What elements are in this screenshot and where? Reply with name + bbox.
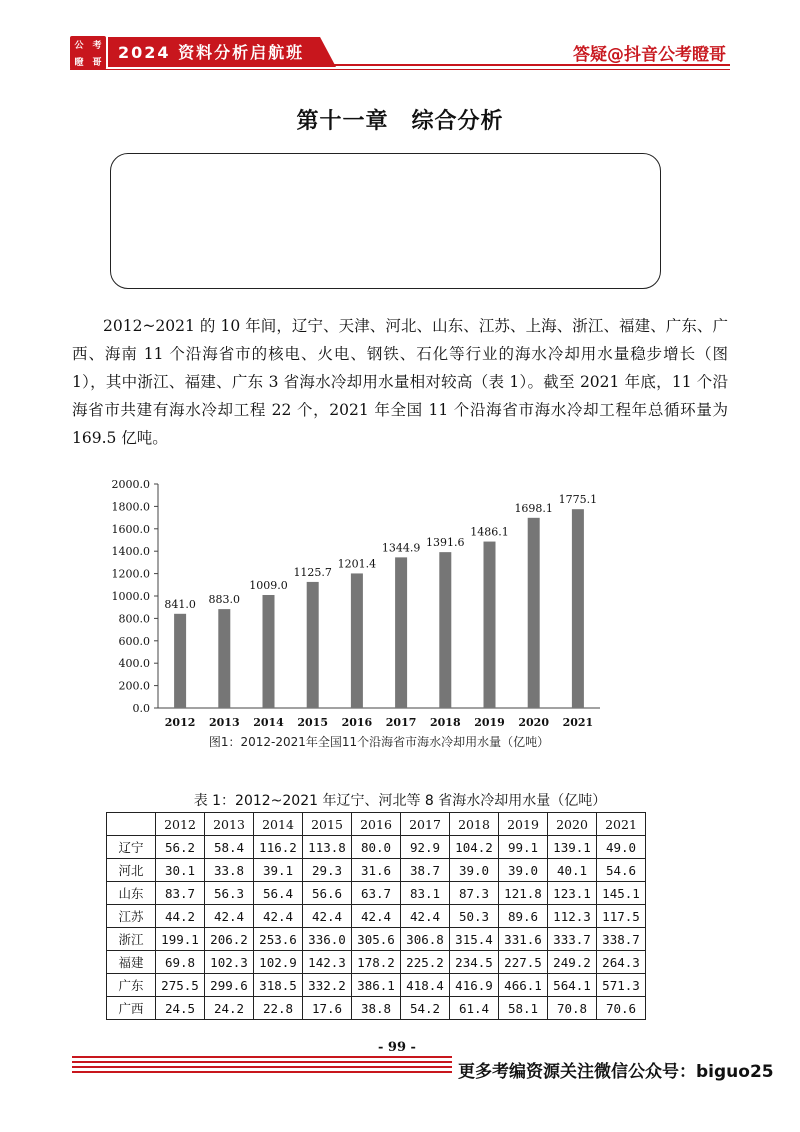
- table-cell: 70.8: [548, 997, 597, 1020]
- course-name: 2024 资料分析启航班: [118, 43, 305, 62]
- page-number: - 99 -: [372, 1040, 422, 1055]
- table-cell: 99.1: [499, 836, 548, 859]
- x-tick-label: 2014: [253, 716, 284, 729]
- table-cell: 83.7: [156, 882, 205, 905]
- table-cell: 199.1: [156, 928, 205, 951]
- table-cell: 70.6: [597, 997, 646, 1020]
- province-name: 山东: [107, 882, 156, 905]
- footer-rules: [72, 1056, 452, 1076]
- table-year-header: 2017: [401, 813, 450, 836]
- province-name: 福建: [107, 951, 156, 974]
- x-tick-label: 2020: [518, 716, 550, 729]
- table-cell: 331.6: [499, 928, 548, 951]
- table-cell: 123.1: [548, 882, 597, 905]
- bar: [307, 582, 319, 708]
- bar: [263, 595, 275, 708]
- table-cell: 42.4: [352, 905, 401, 928]
- table-corner-cell: [107, 813, 156, 836]
- table-cell: 56.3: [205, 882, 254, 905]
- table-year-header: 2012: [156, 813, 205, 836]
- table-cell: 56.6: [303, 882, 352, 905]
- table-cell: 253.6: [254, 928, 303, 951]
- table-header-row: [107, 813, 646, 836]
- x-tick-label: 2015: [297, 716, 329, 729]
- table-cell: 227.5: [499, 951, 548, 974]
- table-cell: 89.6: [499, 905, 548, 928]
- table-cell: 30.1: [156, 859, 205, 882]
- province-name: 河北: [107, 859, 156, 882]
- table-cell: 121.8: [499, 882, 548, 905]
- table-cell: 69.8: [156, 951, 205, 974]
- table-cell: 56.2: [156, 836, 205, 859]
- logo-char: 公: [74, 41, 84, 51]
- table-cell: 571.3: [597, 974, 646, 997]
- y-tick-label: 1800.0: [111, 500, 150, 514]
- table-cell: 139.1: [548, 836, 597, 859]
- bar: [218, 609, 230, 708]
- table-cell: 299.6: [205, 974, 254, 997]
- notes-box: [110, 153, 661, 289]
- logo-char: 瞪: [74, 58, 84, 68]
- table-row: [107, 836, 646, 859]
- table-cell: 40.1: [548, 859, 597, 882]
- footer-text: 更多考编资源关注微信公众号：biguo25: [458, 1062, 774, 1082]
- table-cell: 56.4: [254, 882, 303, 905]
- table-cell: 564.1: [548, 974, 597, 997]
- bar: [174, 614, 186, 708]
- province-name: 广西: [107, 997, 156, 1020]
- y-tick-label: 2000.0: [111, 478, 150, 491]
- table-year-header: 2014: [254, 813, 303, 836]
- chart-caption: 图1：2012-2021年全国11个沿海省市海水冷却用水量（亿吨）: [208, 735, 550, 749]
- table-row: [107, 974, 646, 997]
- table-cell: 42.4: [401, 905, 450, 928]
- table-body: [107, 836, 646, 1020]
- table-year-header: 2019: [499, 813, 548, 836]
- y-tick-label: 200.0: [118, 679, 150, 693]
- table-cell: 22.8: [254, 997, 303, 1020]
- table-row: [107, 997, 646, 1020]
- table-cell: 38.8: [352, 997, 401, 1020]
- y-tick-label: 600.0: [118, 634, 150, 648]
- table-cell: 249.2: [548, 951, 597, 974]
- table-cell: 42.4: [205, 905, 254, 928]
- table-year-header: 2015: [303, 813, 352, 836]
- chapter-title: 第十一章 综合分析: [296, 109, 504, 134]
- y-tick-label: 1600.0: [111, 522, 150, 536]
- table-cell: 58.4: [205, 836, 254, 859]
- header-rule-thin: [70, 69, 730, 70]
- table-row: [107, 859, 646, 882]
- table-cell: 104.2: [450, 836, 499, 859]
- x-tick-label: 2018: [429, 716, 461, 729]
- data-label: 1775.1: [558, 493, 598, 507]
- table-cell: 87.3: [450, 882, 499, 905]
- data-label: 1391.6: [426, 536, 465, 550]
- table-cell: 42.4: [254, 905, 303, 928]
- y-tick-label: 1000.0: [111, 590, 150, 603]
- logo-char: 考: [92, 41, 102, 51]
- table-cell: 80.0: [352, 836, 401, 859]
- table-cell: 336.0: [303, 928, 352, 951]
- x-tick-label: 2021: [562, 716, 594, 729]
- y-tick-label: 0.0: [132, 702, 150, 715]
- table-cell: 49.0: [597, 836, 646, 859]
- province-name: 江苏: [107, 905, 156, 928]
- x-tick-label: 2016: [341, 716, 373, 729]
- table-cell: 39.0: [450, 859, 499, 882]
- table-cell: 116.2: [254, 836, 303, 859]
- table-cell: 38.7: [401, 859, 450, 882]
- data-label: 1698.1: [514, 501, 553, 515]
- table-cell: 54.6: [597, 859, 646, 882]
- table-cell: 418.4: [401, 974, 450, 997]
- table-cell: 305.6: [352, 928, 401, 951]
- data-label: 1125.7: [293, 565, 332, 579]
- table-cell: 33.8: [205, 859, 254, 882]
- bar: [484, 542, 496, 708]
- x-tick-label: 2017: [385, 716, 417, 729]
- table-cell: 264.3: [597, 951, 646, 974]
- table-caption: 表 1：2012~2021 年辽宁、河北等 8 省海水冷却用水量（亿吨）: [193, 793, 607, 809]
- bar-chart: [100, 470, 620, 760]
- table-cell: 50.3: [450, 905, 499, 928]
- data-table: [106, 812, 646, 1020]
- province-name: 辽宁: [107, 836, 156, 859]
- table-cell: 102.3: [205, 951, 254, 974]
- y-tick-label: 400.0: [118, 657, 150, 671]
- bar: [439, 552, 451, 708]
- table-row: [107, 905, 646, 928]
- x-tick-label: 2019: [474, 716, 505, 729]
- table-cell: 338.7: [597, 928, 646, 951]
- table-cell: 275.5: [156, 974, 205, 997]
- data-label: 883.0: [208, 593, 241, 607]
- table-cell: 225.2: [401, 951, 450, 974]
- table-cell: 234.5: [450, 951, 499, 974]
- table-cell: 315.4: [450, 928, 499, 951]
- header-contact: 答疑@抖音公考瞪哥: [573, 45, 726, 65]
- table-cell: 29.3: [303, 859, 352, 882]
- data-label: 1344.9: [381, 541, 421, 555]
- table-cell: 333.7: [548, 928, 597, 951]
- brand-logo: [70, 36, 106, 70]
- table-cell: 39.1: [254, 859, 303, 882]
- table-cell: 24.5: [156, 997, 205, 1020]
- table-cell: 61.4: [450, 997, 499, 1020]
- data-label: 1486.1: [470, 525, 509, 539]
- page-header: [0, 0, 800, 80]
- table-year-header: 2018: [450, 813, 499, 836]
- data-label: 841.0: [164, 597, 196, 611]
- table-cell: 112.3: [548, 905, 597, 928]
- province-name: 广东: [107, 974, 156, 997]
- bar: [351, 573, 363, 708]
- bar: [572, 509, 584, 708]
- table-cell: 386.1: [352, 974, 401, 997]
- table-cell: 54.2: [401, 997, 450, 1020]
- table-cell: 145.1: [597, 882, 646, 905]
- table-year-header: 2013: [205, 813, 254, 836]
- table-cell: 83.1: [401, 882, 450, 905]
- table-cell: 142.3: [303, 951, 352, 974]
- table-cell: 42.4: [303, 905, 352, 928]
- table-year-header: 2016: [352, 813, 401, 836]
- table-row: [107, 882, 646, 905]
- table-cell: 102.9: [254, 951, 303, 974]
- table-cell: 117.5: [597, 905, 646, 928]
- table-cell: 17.6: [303, 997, 352, 1020]
- table-cell: 31.6: [352, 859, 401, 882]
- table-cell: 318.5: [254, 974, 303, 997]
- table-cell: 39.0: [499, 859, 548, 882]
- table-cell: 58.1: [499, 997, 548, 1020]
- table-cell: 466.1: [499, 974, 548, 997]
- table-row: [107, 951, 646, 974]
- logo-char: 哥: [92, 58, 102, 68]
- table-cell: 92.9: [401, 836, 450, 859]
- table-cell: 113.8: [303, 836, 352, 859]
- table-year-header: 2020: [548, 813, 597, 836]
- province-name: 浙江: [107, 928, 156, 951]
- table-cell: 206.2: [205, 928, 254, 951]
- bar: [528, 518, 540, 708]
- table-year-header: 2021: [597, 813, 646, 836]
- y-tick-label: 1200.0: [111, 567, 150, 581]
- table-cell: 332.2: [303, 974, 352, 997]
- y-tick-label: 1400.0: [111, 545, 150, 559]
- y-tick-label: 800.0: [118, 612, 150, 626]
- data-label: 1201.4: [337, 557, 377, 571]
- bar: [395, 557, 407, 708]
- table-cell: 306.8: [401, 928, 450, 951]
- table-cell: 63.7: [352, 882, 401, 905]
- table-cell: 416.9: [450, 974, 499, 997]
- table-cell: 24.2: [205, 997, 254, 1020]
- intro-paragraph: 2012~2021 的 10 年间，辽宁、天津、河北、山东、江苏、上海、浙江、福建、广东、广西、海南 11 个沿海省市的核电、火电、钢铁、石化等行业的海水冷却用水量稳步增长（图 1），其中浙江、福建、广东 3 省海水冷却用水量相对较高（表 1）。截至 2021 年底，11 个沿海省市共建有海水冷却工程 22 个，2021 年全国 11 个沿海省市海水冷却工程年总循环量为 169.5 亿吨。: [72, 317, 728, 447]
- x-tick-label: 2013: [208, 716, 240, 729]
- x-tick-label: 2012: [164, 716, 196, 729]
- table-cell: 178.2: [352, 951, 401, 974]
- data-label: 1009.0: [249, 578, 288, 592]
- table-row: [107, 928, 646, 951]
- table-cell: 44.2: [156, 905, 205, 928]
